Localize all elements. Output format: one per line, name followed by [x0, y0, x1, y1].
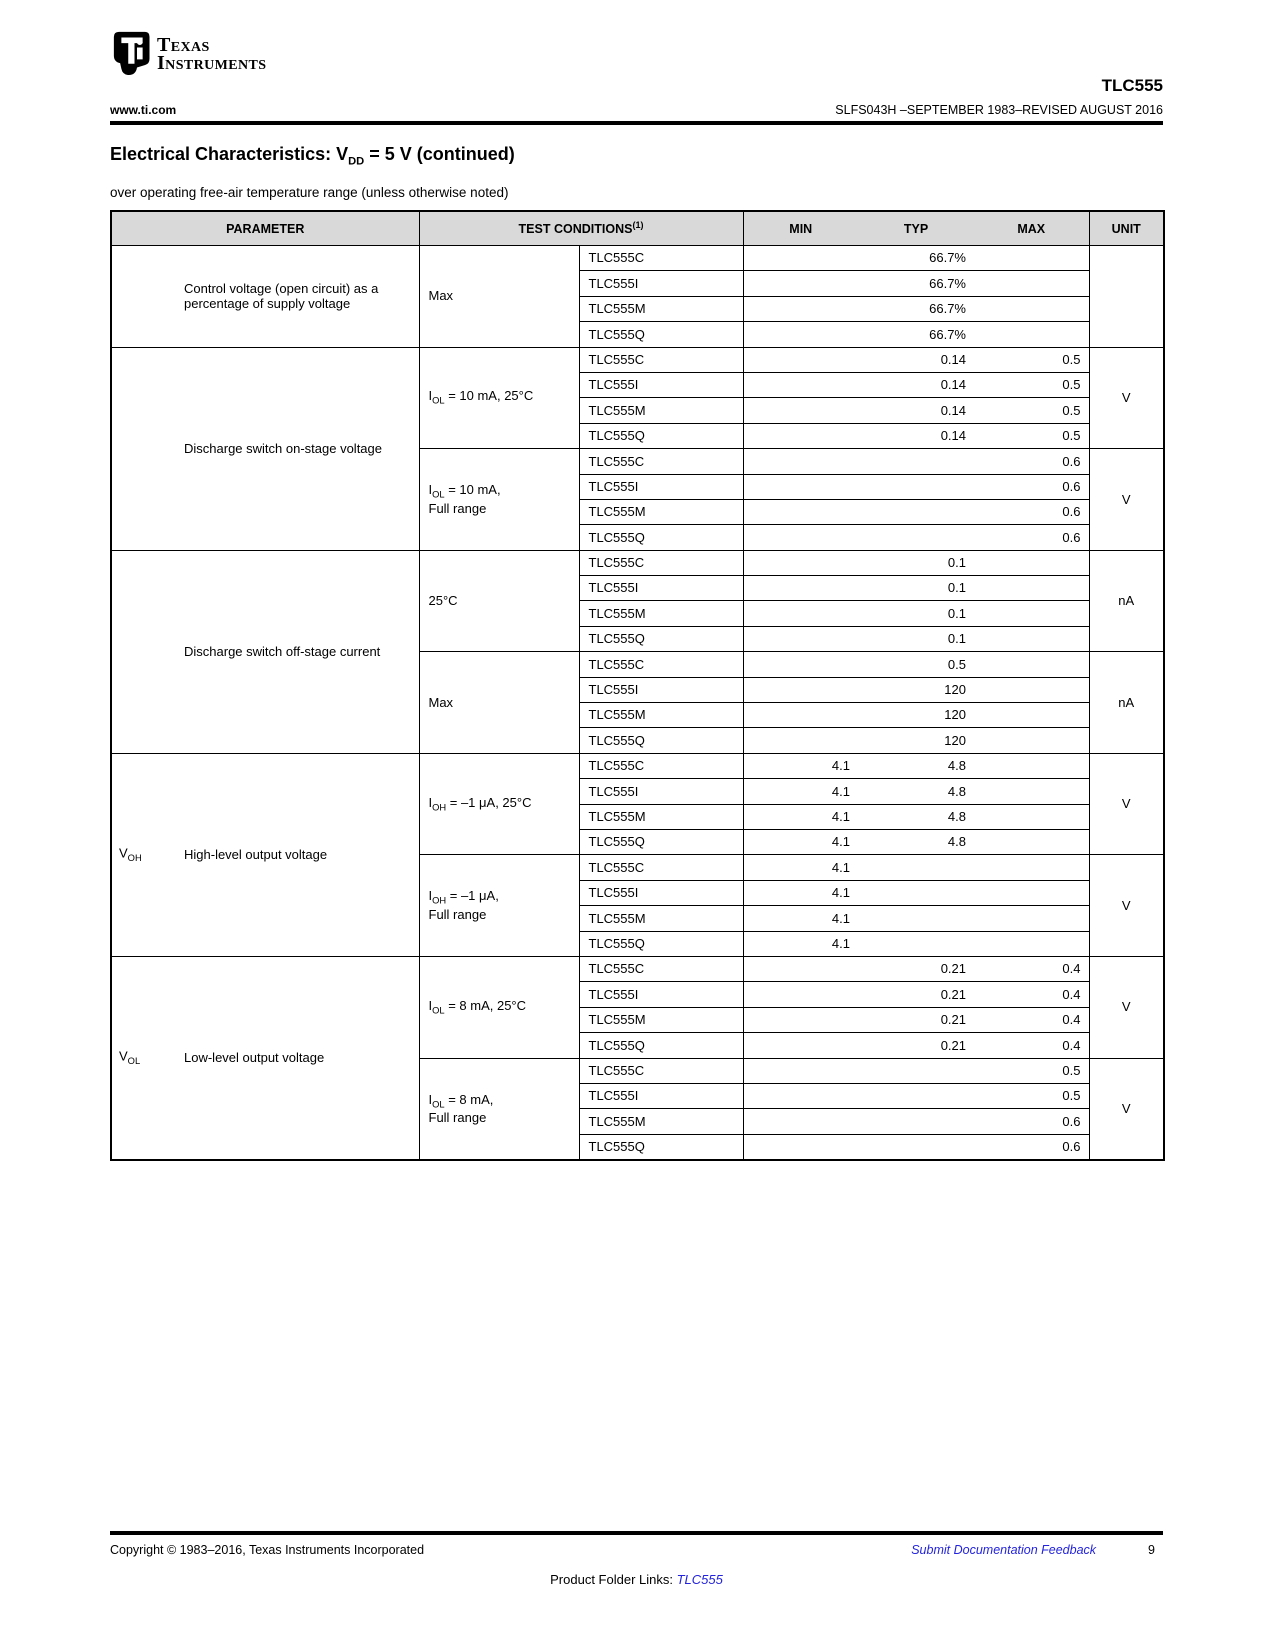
device-variant-cell: TLC555Q [579, 829, 743, 854]
min-value-cell [743, 474, 858, 499]
min-value-cell [743, 601, 858, 626]
device-variant-cell: TLC555C [579, 246, 743, 271]
min-value-cell [743, 677, 858, 702]
test-condition-cell: $I_{OH} = -1$ μA, Full range [419, 855, 579, 957]
typ-value-cell: 0.14 [858, 423, 974, 448]
unit-cell: V [1089, 956, 1164, 1058]
min-value-cell: 4.1 [743, 779, 858, 804]
max-value-cell [974, 779, 1089, 804]
device-variant-cell: TLC555Q [579, 322, 743, 347]
min-value-cell: 4.1 [743, 880, 858, 905]
device-variant-cell: TLC555C [579, 550, 743, 575]
max-value-cell: 0.6 [974, 525, 1089, 550]
section-title-subscript: DD [348, 155, 365, 168]
typ-value-cell: 4.8 [858, 804, 974, 829]
device-variant-cell: TLC555M [579, 1007, 743, 1032]
device-variant-cell: TLC555I [579, 372, 743, 397]
typ-value-cell [858, 1109, 974, 1134]
device-variant-cell: TLC555Q [579, 728, 743, 753]
typ-value-cell: 0.1 [858, 576, 974, 601]
max-value-cell: 0.5 [974, 1083, 1089, 1108]
max-value-cell: 0.4 [974, 1007, 1089, 1032]
unit-cell: V [1089, 449, 1164, 551]
max-value-cell [974, 677, 1089, 702]
min-value-cell: 4.1 [743, 753, 858, 778]
min-value-cell: 4.1 [743, 829, 858, 854]
typ-value-cell [858, 525, 974, 550]
typ-value-cell [858, 855, 974, 880]
test-condition-cell: $I_{OH} = -1$ μA, 25°C [419, 753, 579, 855]
max-value-cell: 0.4 [974, 982, 1089, 1007]
test-condition-cell: Max [419, 652, 579, 754]
min-value-cell [743, 1007, 858, 1032]
typ-value-cell: 4.8 [858, 829, 974, 854]
test-conditions-label: TEST CONDITIONS [518, 222, 633, 237]
device-variant-cell: TLC555I [579, 982, 743, 1007]
part-number: TLC555 [1101, 76, 1163, 95]
device-variant-cell: TLC555M [579, 1109, 743, 1134]
parameter-cell [111, 956, 419, 1160]
parameter-description: High-level output voltage [184, 847, 328, 863]
page-number: 9 [1148, 1543, 1155, 1557]
min-value-cell [743, 525, 858, 550]
max-value-cell: 0.5 [974, 1058, 1089, 1083]
min-value-cell [743, 652, 858, 677]
min-value-cell [743, 703, 858, 728]
table-row [111, 347, 1164, 372]
min-value-cell [743, 576, 858, 601]
device-variant-cell: TLC555I [579, 474, 743, 499]
min-value-cell [743, 499, 858, 524]
brand-line1: Texas [157, 34, 210, 56]
typ-value-cell [858, 1083, 974, 1108]
max-value-cell [974, 550, 1089, 575]
max-value-cell [974, 271, 1089, 296]
table-row [111, 753, 1164, 778]
typ-value-cell: 0.1 [858, 601, 974, 626]
unit-cell: nA [1089, 652, 1164, 754]
ti-logo-block [113, 30, 266, 80]
doc-reference: SLFS043H –SEPTEMBER 1983–REVISED AUGUST 2016 [835, 103, 1163, 117]
min-value-cell [743, 347, 858, 372]
min-value-cell [743, 296, 858, 321]
parameter-symbol: $V_{OL}$ [119, 1048, 141, 1067]
device-variant-cell: TLC555I [579, 677, 743, 702]
unit-cell: V [1089, 1058, 1164, 1160]
min-value-cell: 4.1 [743, 855, 858, 880]
typ-value-cell: 0.1 [858, 550, 974, 575]
device-variant-cell: TLC555C [579, 855, 743, 880]
min-value-cell: 4.1 [743, 804, 858, 829]
typ-value-cell: 66.7% [858, 271, 974, 296]
max-value-cell [974, 804, 1089, 829]
parameter-symbol: $V_{OH}$ [119, 845, 142, 864]
product-folder-line [110, 1572, 1163, 1587]
device-variant-cell: TLC555M [579, 906, 743, 931]
section-title [110, 144, 1163, 168]
device-variant-cell: TLC555Q [579, 1134, 743, 1160]
section-subtitle: over operating free-air temperature range (unless otherwise noted) [110, 185, 509, 200]
typ-value-cell [858, 931, 974, 956]
min-value-cell [743, 982, 858, 1007]
min-value-cell [743, 372, 858, 397]
max-value-cell [974, 296, 1089, 321]
max-value-cell [974, 753, 1089, 778]
section-title-text: Electrical Characteristics: V [110, 144, 349, 164]
test-condition-cell: Max [419, 246, 579, 348]
typ-value-cell: 4.8 [858, 753, 974, 778]
typ-value-cell: 120 [858, 728, 974, 753]
device-variant-cell: TLC555M [579, 296, 743, 321]
footer-rule [110, 1531, 1163, 1535]
max-value-cell [974, 855, 1089, 880]
website-link[interactable]: www.ti.com [110, 103, 177, 117]
device-variant-cell: TLC555C [579, 449, 743, 474]
device-variant-cell: TLC555I [579, 576, 743, 601]
min-value-cell [743, 322, 858, 347]
footer-row [110, 1543, 1163, 1557]
max-value-cell: 0.6 [974, 499, 1089, 524]
typ-value-cell [858, 1134, 974, 1160]
unit-cell: nA [1089, 550, 1164, 652]
device-variant-cell: TLC555M [579, 703, 743, 728]
max-value-cell [974, 829, 1089, 854]
col-header-max: MAX [974, 211, 1089, 246]
device-variant-cell: TLC555C [579, 956, 743, 981]
min-value-cell [743, 271, 858, 296]
footnote-ref: (1) [632, 220, 644, 231]
col-header-unit: UNIT [1089, 211, 1164, 246]
unit-cell: V [1089, 855, 1164, 957]
typ-value-cell: 0.5 [858, 652, 974, 677]
table-row [111, 550, 1164, 575]
min-value-cell [743, 956, 858, 981]
table-row [111, 246, 1164, 271]
device-variant-cell: TLC555I [579, 779, 743, 804]
test-condition-cell: 25°C [419, 550, 579, 652]
typ-value-cell: 120 [858, 703, 974, 728]
max-value-cell [974, 322, 1089, 347]
col-header-test-conditions [419, 211, 743, 246]
min-value-cell [743, 1109, 858, 1134]
table-row [111, 956, 1164, 981]
typ-value-cell: 0.21 [858, 1007, 974, 1032]
typ-value-cell: 66.7% [858, 246, 974, 271]
device-variant-cell: TLC555Q [579, 626, 743, 651]
device-variant-cell: TLC555I [579, 1083, 743, 1108]
max-value-cell [974, 880, 1089, 905]
typ-value-cell: 0.21 [858, 1033, 974, 1058]
typ-value-cell: 0.14 [858, 372, 974, 397]
min-value-cell [743, 1033, 858, 1058]
col-header-typ: TYP [858, 211, 974, 246]
parameter-description: Discharge switch on-stage voltage [184, 440, 382, 456]
min-value-cell [743, 728, 858, 753]
parameter-cell [111, 753, 419, 956]
parameter-cell [111, 550, 419, 753]
device-variant-cell: TLC555M [579, 804, 743, 829]
min-value-cell [743, 423, 858, 448]
typ-value-cell [858, 1058, 974, 1083]
table-header-row [111, 211, 1164, 246]
copyright-text: Copyright © 1983–2016, Texas Instruments Incorporated [110, 1543, 425, 1557]
max-value-cell: 0.4 [974, 956, 1089, 981]
typ-value-cell: 66.7% [858, 322, 974, 347]
min-value-cell [743, 246, 858, 271]
test-condition-cell: $I_{OL} = 8$ mA, 25°C [419, 956, 579, 1058]
test-condition-cell: $I_{OL} = 8$ mA, Full range [419, 1058, 579, 1160]
typ-value-cell: 0.14 [858, 398, 974, 423]
max-value-cell [974, 626, 1089, 651]
ti-logo-icon [113, 30, 151, 80]
device-variant-cell: TLC555C [579, 652, 743, 677]
typ-value-cell [858, 880, 974, 905]
max-value-cell: 0.6 [974, 474, 1089, 499]
min-value-cell [743, 550, 858, 575]
col-header-min: MIN [743, 211, 858, 246]
typ-value-cell: 0.21 [858, 982, 974, 1007]
max-value-cell: 0.5 [974, 347, 1089, 372]
typ-value-cell [858, 474, 974, 499]
max-value-cell [974, 601, 1089, 626]
typ-value-cell: 120 [858, 677, 974, 702]
min-value-cell [743, 1058, 858, 1083]
typ-value-cell: 0.14 [858, 347, 974, 372]
submit-feedback-link[interactable]: Submit Documentation Feedback [911, 1543, 1097, 1557]
max-value-cell [974, 703, 1089, 728]
parameter-description: Discharge switch off-stage current [184, 643, 381, 659]
brand-name [157, 36, 266, 73]
typ-value-cell [858, 449, 974, 474]
max-value-cell [974, 728, 1089, 753]
typ-value-cell [858, 906, 974, 931]
parameter-description: Low-level output voltage [184, 1050, 325, 1066]
device-variant-cell: TLC555C [579, 1058, 743, 1083]
min-value-cell [743, 626, 858, 651]
typ-value-cell: 4.8 [858, 779, 974, 804]
device-variant-cell: TLC555Q [579, 1033, 743, 1058]
header-rule [110, 121, 1163, 125]
device-variant-cell: TLC555M [579, 601, 743, 626]
max-value-cell: 0.5 [974, 423, 1089, 448]
unit-cell: V [1089, 347, 1164, 449]
parameter-cell [111, 347, 419, 550]
max-value-cell: 0.5 [974, 372, 1089, 397]
min-value-cell [743, 398, 858, 423]
section-title-tail: = 5 V (continued) [364, 144, 515, 164]
typ-value-cell: 0.1 [858, 626, 974, 651]
min-value-cell [743, 1083, 858, 1108]
max-value-cell [974, 246, 1089, 271]
typ-value-cell: 66.7% [858, 296, 974, 321]
col-header-parameter: PARAMETER [111, 211, 419, 246]
max-value-cell [974, 931, 1089, 956]
max-value-cell: 0.6 [974, 1134, 1089, 1160]
device-variant-cell: TLC555M [579, 499, 743, 524]
max-value-cell: 0.6 [974, 1109, 1089, 1134]
max-value-cell: 0.5 [974, 398, 1089, 423]
device-variant-cell: TLC555I [579, 271, 743, 296]
product-folder-prefix: Product Folder Links: [550, 1572, 677, 1587]
brand-line2: Instruments [157, 52, 267, 75]
min-value-cell [743, 449, 858, 474]
device-variant-cell: TLC555Q [579, 931, 743, 956]
max-value-cell: 0.4 [974, 1033, 1089, 1058]
max-value-cell [974, 906, 1089, 931]
max-value-cell: 0.6 [974, 449, 1089, 474]
electrical-characteristics-table [110, 210, 1165, 1161]
test-condition-cell: $I_{OL} = 10$ mA, 25°C [419, 347, 579, 449]
typ-value-cell: 0.21 [858, 956, 974, 981]
min-value-cell: 4.1 [743, 931, 858, 956]
max-value-cell [974, 576, 1089, 601]
min-value-cell [743, 1134, 858, 1160]
device-variant-cell: TLC555C [579, 347, 743, 372]
parameter-description: Control voltage (open circuit) as a percentage of supply voltage [184, 280, 379, 312]
product-folder-link[interactable]: TLC555 [676, 1572, 723, 1587]
device-variant-cell: TLC555I [579, 880, 743, 905]
device-variant-cell: TLC555Q [579, 525, 743, 550]
header-meta-row [110, 103, 1163, 117]
device-variant-cell: TLC555M [579, 398, 743, 423]
min-value-cell: 4.1 [743, 906, 858, 931]
typ-value-cell [858, 499, 974, 524]
device-variant-cell: TLC555Q [579, 423, 743, 448]
parameter-cell [111, 246, 419, 348]
unit-cell: V [1089, 753, 1164, 855]
max-value-cell [974, 652, 1089, 677]
test-condition-cell: $I_{OL} = 10$ mA, Full range [419, 449, 579, 551]
unit-cell [1089, 246, 1164, 348]
device-variant-cell: TLC555C [579, 753, 743, 778]
